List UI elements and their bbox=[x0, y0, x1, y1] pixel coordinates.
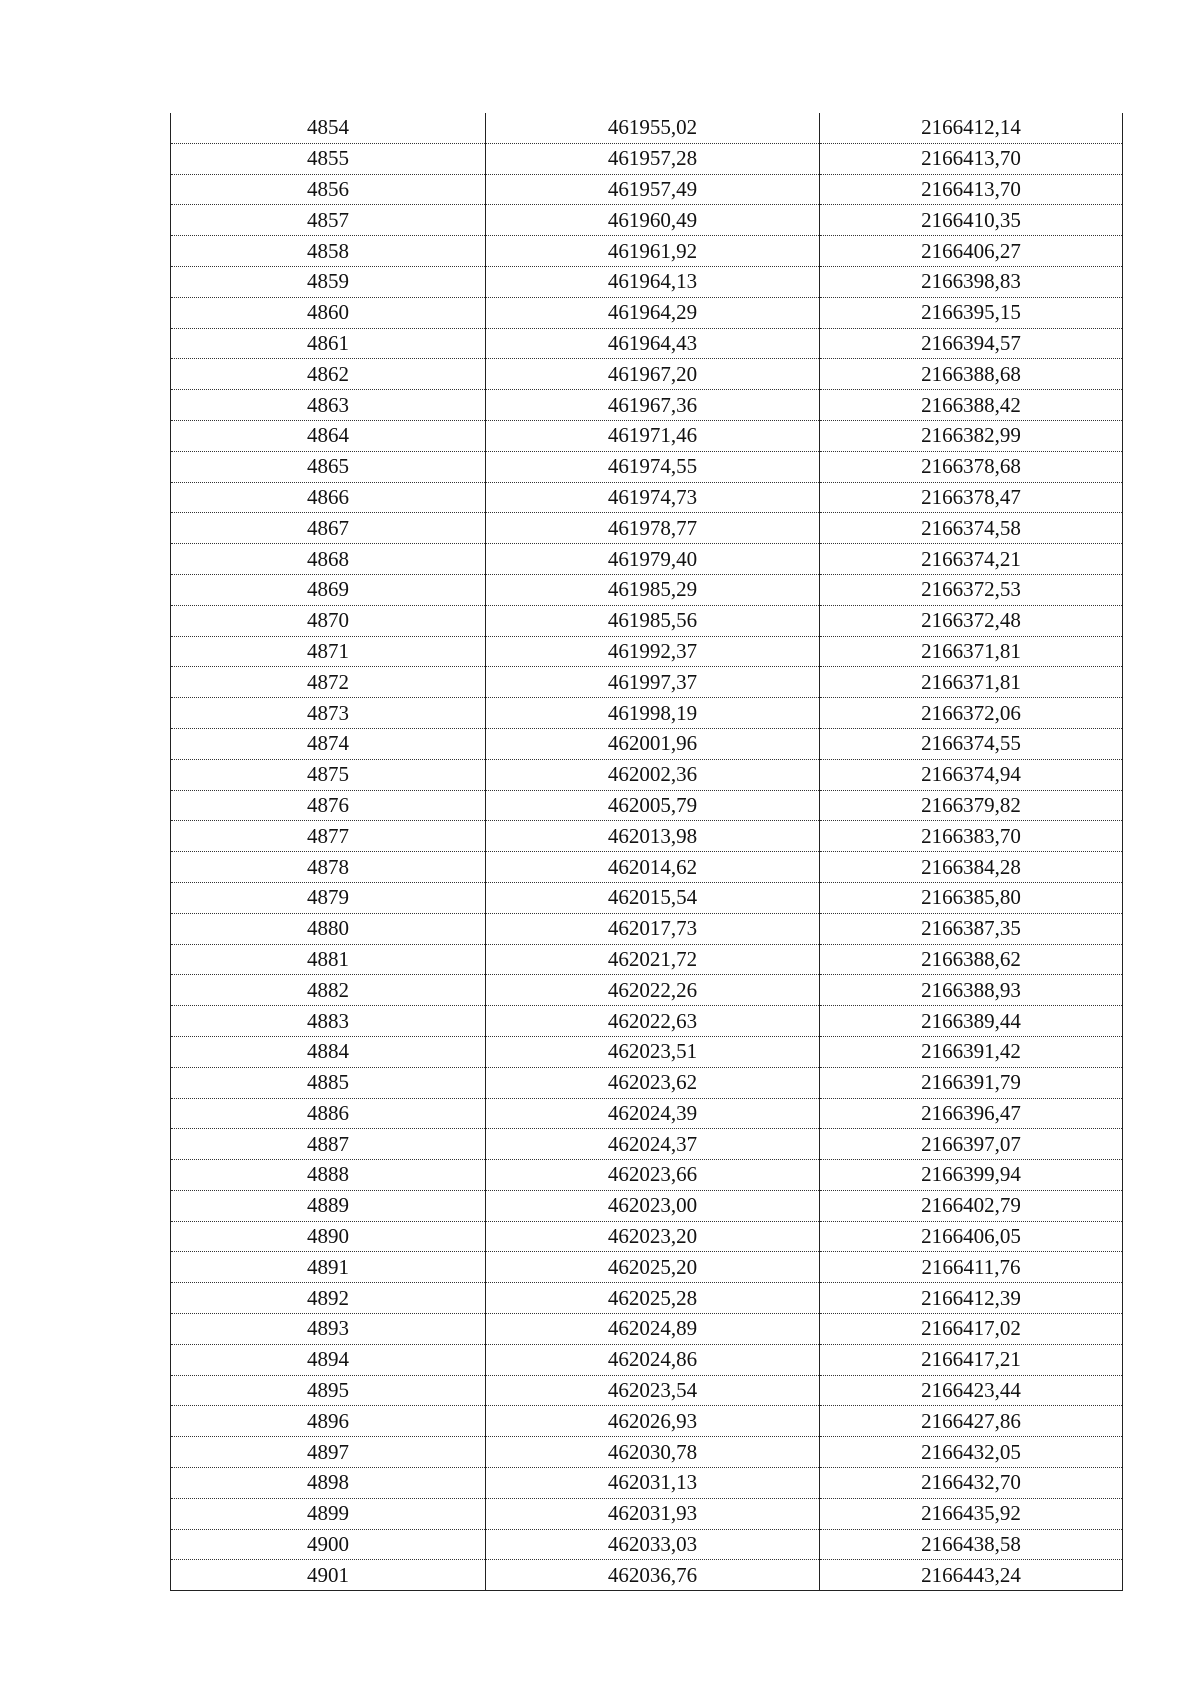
y-coordinate-cell: 2166432,70 bbox=[820, 1468, 1123, 1499]
point-number-cell: 4884 bbox=[171, 1036, 486, 1067]
x-coordinate-cell: 462036,76 bbox=[486, 1560, 820, 1591]
y-coordinate-cell: 2166388,42 bbox=[820, 390, 1123, 421]
x-coordinate-cell: 461979,40 bbox=[486, 544, 820, 575]
table-row bbox=[171, 1314, 1123, 1345]
x-coordinate-cell: 461964,29 bbox=[486, 297, 820, 328]
point-number-cell: 4862 bbox=[171, 359, 486, 390]
point-number-cell: 4885 bbox=[171, 1067, 486, 1098]
x-coordinate-cell: 462023,00 bbox=[486, 1190, 820, 1221]
table-row bbox=[171, 790, 1123, 821]
x-coordinate-cell: 461964,13 bbox=[486, 266, 820, 297]
point-number-cell: 4891 bbox=[171, 1252, 486, 1283]
table-row bbox=[171, 143, 1123, 174]
x-coordinate-cell: 462023,54 bbox=[486, 1375, 820, 1406]
point-number-cell: 4888 bbox=[171, 1160, 486, 1191]
point-number-cell: 4883 bbox=[171, 1006, 486, 1037]
y-coordinate-cell: 2166378,68 bbox=[820, 451, 1123, 482]
point-number-cell: 4890 bbox=[171, 1221, 486, 1252]
table-row bbox=[171, 913, 1123, 944]
y-coordinate-cell: 2166402,79 bbox=[820, 1190, 1123, 1221]
table-row bbox=[171, 1529, 1123, 1560]
point-number-cell: 4873 bbox=[171, 698, 486, 729]
coordinates-table bbox=[170, 113, 1123, 1591]
table-row bbox=[171, 1006, 1123, 1037]
table-row bbox=[171, 174, 1123, 205]
x-coordinate-cell: 462023,66 bbox=[486, 1160, 820, 1191]
y-coordinate-cell: 2166372,48 bbox=[820, 605, 1123, 636]
point-number-cell: 4860 bbox=[171, 297, 486, 328]
point-number-cell: 4861 bbox=[171, 328, 486, 359]
table-row bbox=[171, 1437, 1123, 1468]
table-row bbox=[171, 266, 1123, 297]
y-coordinate-cell: 2166384,28 bbox=[820, 852, 1123, 883]
point-number-cell: 4882 bbox=[171, 975, 486, 1006]
y-coordinate-cell: 2166423,44 bbox=[820, 1375, 1123, 1406]
x-coordinate-cell: 462031,93 bbox=[486, 1498, 820, 1529]
x-coordinate-cell: 461985,56 bbox=[486, 605, 820, 636]
y-coordinate-cell: 2166379,82 bbox=[820, 790, 1123, 821]
x-coordinate-cell: 462026,93 bbox=[486, 1406, 820, 1437]
x-coordinate-cell: 462002,36 bbox=[486, 759, 820, 790]
y-coordinate-cell: 2166388,93 bbox=[820, 975, 1123, 1006]
x-coordinate-cell: 461971,46 bbox=[486, 420, 820, 451]
x-coordinate-cell: 462021,72 bbox=[486, 944, 820, 975]
y-coordinate-cell: 2166388,62 bbox=[820, 944, 1123, 975]
point-number-cell: 4875 bbox=[171, 759, 486, 790]
x-coordinate-cell: 461992,37 bbox=[486, 636, 820, 667]
y-coordinate-cell: 2166378,47 bbox=[820, 482, 1123, 513]
point-number-cell: 4863 bbox=[171, 390, 486, 421]
x-coordinate-cell: 461967,36 bbox=[486, 390, 820, 421]
table-row bbox=[171, 544, 1123, 575]
y-coordinate-cell: 2166399,94 bbox=[820, 1160, 1123, 1191]
x-coordinate-cell: 462022,63 bbox=[486, 1006, 820, 1037]
y-coordinate-cell: 2166383,70 bbox=[820, 821, 1123, 852]
x-coordinate-cell: 461957,28 bbox=[486, 143, 820, 174]
point-number-cell: 4867 bbox=[171, 513, 486, 544]
y-coordinate-cell: 2166382,99 bbox=[820, 420, 1123, 451]
table-row bbox=[171, 852, 1123, 883]
point-number-cell: 4901 bbox=[171, 1560, 486, 1591]
y-coordinate-cell: 2166372,06 bbox=[820, 698, 1123, 729]
table-row bbox=[171, 667, 1123, 698]
x-coordinate-cell: 462024,86 bbox=[486, 1344, 820, 1375]
point-number-cell: 4892 bbox=[171, 1283, 486, 1314]
point-number-cell: 4872 bbox=[171, 667, 486, 698]
y-coordinate-cell: 2166412,39 bbox=[820, 1283, 1123, 1314]
point-number-cell: 4895 bbox=[171, 1375, 486, 1406]
table-row bbox=[171, 236, 1123, 267]
y-coordinate-cell: 2166410,35 bbox=[820, 205, 1123, 236]
x-coordinate-cell: 462022,26 bbox=[486, 975, 820, 1006]
x-coordinate-cell: 462030,78 bbox=[486, 1437, 820, 1468]
coordinates-table-body bbox=[171, 113, 1123, 1591]
table-row bbox=[171, 605, 1123, 636]
point-number-cell: 4898 bbox=[171, 1468, 486, 1499]
point-number-cell: 4870 bbox=[171, 605, 486, 636]
point-number-cell: 4857 bbox=[171, 205, 486, 236]
point-number-cell: 4896 bbox=[171, 1406, 486, 1437]
point-number-cell: 4876 bbox=[171, 790, 486, 821]
y-coordinate-cell: 2166388,68 bbox=[820, 359, 1123, 390]
table-row bbox=[171, 1498, 1123, 1529]
point-number-cell: 4858 bbox=[171, 236, 486, 267]
point-number-cell: 4869 bbox=[171, 574, 486, 605]
x-coordinate-cell: 462025,28 bbox=[486, 1283, 820, 1314]
point-number-cell: 4859 bbox=[171, 266, 486, 297]
point-number-cell: 4866 bbox=[171, 482, 486, 513]
y-coordinate-cell: 2166412,14 bbox=[820, 113, 1123, 143]
x-coordinate-cell: 462014,62 bbox=[486, 852, 820, 883]
y-coordinate-cell: 2166406,27 bbox=[820, 236, 1123, 267]
y-coordinate-cell: 2166406,05 bbox=[820, 1221, 1123, 1252]
y-coordinate-cell: 2166394,57 bbox=[820, 328, 1123, 359]
point-number-cell: 4899 bbox=[171, 1498, 486, 1529]
table-row bbox=[171, 975, 1123, 1006]
x-coordinate-cell: 462031,13 bbox=[486, 1468, 820, 1499]
y-coordinate-cell: 2166374,94 bbox=[820, 759, 1123, 790]
point-number-cell: 4856 bbox=[171, 174, 486, 205]
table-row bbox=[171, 636, 1123, 667]
point-number-cell: 4877 bbox=[171, 821, 486, 852]
y-coordinate-cell: 2166371,81 bbox=[820, 667, 1123, 698]
y-coordinate-cell: 2166413,70 bbox=[820, 143, 1123, 174]
y-coordinate-cell: 2166443,24 bbox=[820, 1560, 1123, 1591]
x-coordinate-cell: 462023,20 bbox=[486, 1221, 820, 1252]
x-coordinate-cell: 461957,49 bbox=[486, 174, 820, 205]
x-coordinate-cell: 462013,98 bbox=[486, 821, 820, 852]
point-number-cell: 4893 bbox=[171, 1314, 486, 1345]
y-coordinate-cell: 2166397,07 bbox=[820, 1129, 1123, 1160]
table-row bbox=[171, 359, 1123, 390]
table-row bbox=[171, 821, 1123, 852]
table-row bbox=[171, 728, 1123, 759]
x-coordinate-cell: 461974,55 bbox=[486, 451, 820, 482]
x-coordinate-cell: 462023,51 bbox=[486, 1036, 820, 1067]
y-coordinate-cell: 2166438,58 bbox=[820, 1529, 1123, 1560]
table-row bbox=[171, 482, 1123, 513]
x-coordinate-cell: 462017,73 bbox=[486, 913, 820, 944]
y-coordinate-cell: 2166427,86 bbox=[820, 1406, 1123, 1437]
x-coordinate-cell: 462005,79 bbox=[486, 790, 820, 821]
table-row bbox=[171, 574, 1123, 605]
table-row bbox=[171, 944, 1123, 975]
x-coordinate-cell: 462015,54 bbox=[486, 882, 820, 913]
point-number-cell: 4874 bbox=[171, 728, 486, 759]
x-coordinate-cell: 462024,39 bbox=[486, 1098, 820, 1129]
y-coordinate-cell: 2166398,83 bbox=[820, 266, 1123, 297]
x-coordinate-cell: 461960,49 bbox=[486, 205, 820, 236]
x-coordinate-cell: 461967,20 bbox=[486, 359, 820, 390]
point-number-cell: 4854 bbox=[171, 113, 486, 143]
y-coordinate-cell: 2166374,58 bbox=[820, 513, 1123, 544]
point-number-cell: 4880 bbox=[171, 913, 486, 944]
table-row bbox=[171, 390, 1123, 421]
point-number-cell: 4894 bbox=[171, 1344, 486, 1375]
table-row bbox=[171, 1283, 1123, 1314]
y-coordinate-cell: 2166396,47 bbox=[820, 1098, 1123, 1129]
x-coordinate-cell: 462024,37 bbox=[486, 1129, 820, 1160]
table-row bbox=[171, 1036, 1123, 1067]
x-coordinate-cell: 462033,03 bbox=[486, 1529, 820, 1560]
point-number-cell: 4889 bbox=[171, 1190, 486, 1221]
x-coordinate-cell: 461998,19 bbox=[486, 698, 820, 729]
point-number-cell: 4879 bbox=[171, 882, 486, 913]
table-row bbox=[171, 1190, 1123, 1221]
y-coordinate-cell: 2166411,76 bbox=[820, 1252, 1123, 1283]
point-number-cell: 4900 bbox=[171, 1529, 486, 1560]
x-coordinate-cell: 461978,77 bbox=[486, 513, 820, 544]
table-row bbox=[171, 1067, 1123, 1098]
table-row bbox=[171, 1098, 1123, 1129]
table-row bbox=[171, 328, 1123, 359]
table-row bbox=[171, 297, 1123, 328]
table-row bbox=[171, 1252, 1123, 1283]
table-row bbox=[171, 698, 1123, 729]
y-coordinate-cell: 2166372,53 bbox=[820, 574, 1123, 605]
x-coordinate-cell: 461961,92 bbox=[486, 236, 820, 267]
table-row bbox=[171, 451, 1123, 482]
point-number-cell: 4886 bbox=[171, 1098, 486, 1129]
y-coordinate-cell: 2166374,55 bbox=[820, 728, 1123, 759]
point-number-cell: 4871 bbox=[171, 636, 486, 667]
table-row bbox=[171, 1406, 1123, 1437]
x-coordinate-cell: 462025,20 bbox=[486, 1252, 820, 1283]
table-row bbox=[171, 113, 1123, 143]
table-row bbox=[171, 1129, 1123, 1160]
table-row bbox=[171, 1468, 1123, 1499]
point-number-cell: 4878 bbox=[171, 852, 486, 883]
point-number-cell: 4865 bbox=[171, 451, 486, 482]
y-coordinate-cell: 2166413,70 bbox=[820, 174, 1123, 205]
x-coordinate-cell: 462024,89 bbox=[486, 1314, 820, 1345]
table-row bbox=[171, 1221, 1123, 1252]
x-coordinate-cell: 462023,62 bbox=[486, 1067, 820, 1098]
x-coordinate-cell: 461985,29 bbox=[486, 574, 820, 605]
point-number-cell: 4887 bbox=[171, 1129, 486, 1160]
y-coordinate-cell: 2166371,81 bbox=[820, 636, 1123, 667]
point-number-cell: 4881 bbox=[171, 944, 486, 975]
x-coordinate-cell: 461964,43 bbox=[486, 328, 820, 359]
table-row bbox=[171, 882, 1123, 913]
y-coordinate-cell: 2166435,92 bbox=[820, 1498, 1123, 1529]
y-coordinate-cell: 2166387,35 bbox=[820, 913, 1123, 944]
table-row bbox=[171, 420, 1123, 451]
y-coordinate-cell: 2166391,42 bbox=[820, 1036, 1123, 1067]
table-row bbox=[171, 1344, 1123, 1375]
point-number-cell: 4864 bbox=[171, 420, 486, 451]
table-row bbox=[171, 1160, 1123, 1191]
table-row bbox=[171, 205, 1123, 236]
table-row bbox=[171, 513, 1123, 544]
x-coordinate-cell: 461997,37 bbox=[486, 667, 820, 698]
table-row bbox=[171, 1375, 1123, 1406]
point-number-cell: 4855 bbox=[171, 143, 486, 174]
y-coordinate-cell: 2166374,21 bbox=[820, 544, 1123, 575]
x-coordinate-cell: 462001,96 bbox=[486, 728, 820, 759]
x-coordinate-cell: 461955,02 bbox=[486, 113, 820, 143]
y-coordinate-cell: 2166417,21 bbox=[820, 1344, 1123, 1375]
y-coordinate-cell: 2166417,02 bbox=[820, 1314, 1123, 1345]
point-number-cell: 4868 bbox=[171, 544, 486, 575]
y-coordinate-cell: 2166389,44 bbox=[820, 1006, 1123, 1037]
y-coordinate-cell: 2166432,05 bbox=[820, 1437, 1123, 1468]
table-row bbox=[171, 759, 1123, 790]
y-coordinate-cell: 2166395,15 bbox=[820, 297, 1123, 328]
y-coordinate-cell: 2166391,79 bbox=[820, 1067, 1123, 1098]
y-coordinate-cell: 2166385,80 bbox=[820, 882, 1123, 913]
point-number-cell: 4897 bbox=[171, 1437, 486, 1468]
table-row bbox=[171, 1560, 1123, 1591]
x-coordinate-cell: 461974,73 bbox=[486, 482, 820, 513]
